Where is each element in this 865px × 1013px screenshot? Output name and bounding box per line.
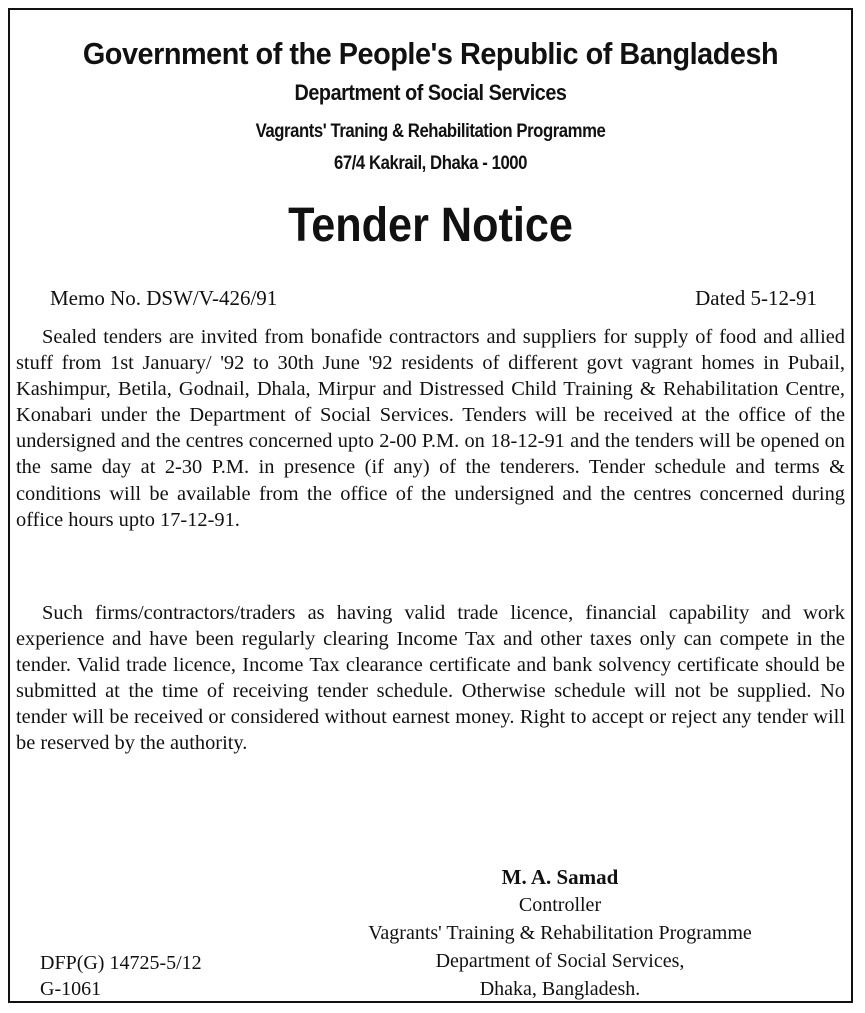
paragraph-invitation: Sealed tenders are invited from bonafide contractors and suppliers for supply of food and allied stuff from 1st January/ '92 to 30th June '92 residents of different govt vagrant homes in Pubail, Kashimpur, Betila, Godnail, Dhala, Mirpur and Distressed Child Training & Rehabilitation Centre, Konabari under the Department of Social Services. Tenders will be received at the office of the undersigned and the centres concerned upto 2-00 P.M. on 18-12-91 and the tenders will be opened on the same day at 2-30 P.M. in presence (if any) of the tenderers. Tender schedule and terms & conditions will be available from the office of the undersigned and the centres concerned during office hours upto 17-12-91. [16,326,845,531]
dfp-reference: DFP(G) 14725-5/12 [40,952,202,974]
signatory-programme: Vagrants' Training & Rehabilitation Programme [368,922,752,944]
signatory-location: Dhaka, Bangladesh. [479,978,641,1000]
memo-number: Memo No. DSW/V-426/91 [50,286,278,310]
g-reference: G-1061 [40,978,102,1000]
signatory-designation: Controller [518,894,602,916]
header-department: Department of Social Services [294,80,567,105]
tender-notice [8,8,853,1003]
notice-title: Tender Notice [288,199,573,252]
header-address: 67/4 Kakrail, Dhaka - 1000 [333,153,528,174]
notice-date: Dated 5-12-91 [695,286,817,310]
paragraph-eligibility: Such firms/contractors/traders as having valid trade licence, financial capability and work experience and have been regularly clearing Income Tax and other taxes only can compete in the tender. Valid trade licence, Income Tax clearance certificate and bank solvency certificate should be submitted at the time of receiving tender schedule. Otherwise schedule will not be supplied. No tender will be received or considered without earnest money. Right to accept or reject any tender will be reserved by the authority. [16,602,845,755]
header-government: Government of the People's Republic of Bangladesh [82,36,779,71]
header-programme: Vagrants' Traning & Rehabilitation Programme [255,121,606,142]
signatory-department: Department of Social Services, [435,950,685,972]
signatory-name: M. A. Samad [501,865,619,889]
